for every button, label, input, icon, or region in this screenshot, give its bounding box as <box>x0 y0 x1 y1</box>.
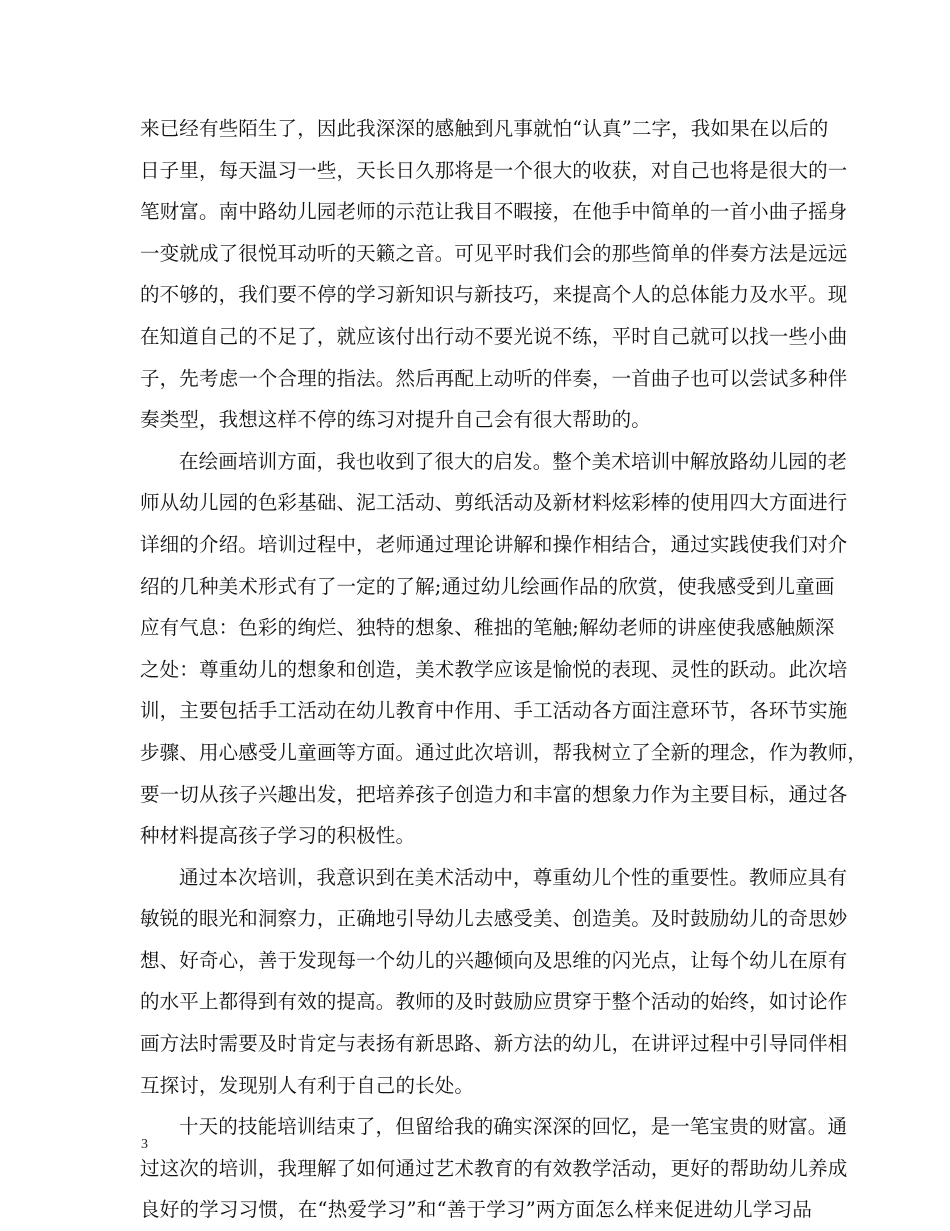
text-line: 要一切从孩子兴趣出发，把培养孩子创造力和丰富的想象力作为主要目标，通过各 <box>140 782 848 806</box>
document-body <box>140 108 868 1231</box>
text-line: 的水平上都得到有效的提高。教师的及时鼓励应贯穿于整个活动的始终，如讨论作 <box>140 990 848 1014</box>
text-line: 良好的学习习惯，在“热爱学习”和“善于学习”两方面怎么样来促进幼儿学习品 <box>140 1198 812 1222</box>
text-line: 想、好奇心，善于发现每一个幼儿的兴趣倾向及思维的闪光点，让每个幼儿在原有 <box>140 948 848 972</box>
text-line: 互探讨，发现别人有利于自己的长处。 <box>140 1073 475 1097</box>
text-line: 的不够的，我们要不停的学习新知识与新技巧，来提高个人的总体能力及水平。现 <box>140 283 848 307</box>
paragraph-4 <box>140 1106 848 1231</box>
text-line: 过这次的培训，我理解了如何通过艺术教育的有效教学活动，更好的帮助幼儿养成 <box>140 1156 848 1180</box>
text-line: 步骤、用心感受儿童画等方面。通过此次培训，帮我树立了全新的理念，作为教师， <box>140 740 868 764</box>
paragraph-3 <box>140 857 848 1107</box>
text-line: 应有气息：色彩的绚烂、独特的想象、稚拙的笔触;解幼老师的讲座使我感触颇深 <box>140 616 835 640</box>
text-line: 敏锐的眼光和洞察力，正确地引导幼儿去感受美、创造美。及时鼓励幼儿的奇思妙 <box>140 907 848 931</box>
text-line: 师从幼儿园的色彩基础、泥工活动、剪纸活动及新材料炫彩棒的使用四大方面进行 <box>140 491 848 515</box>
text-line: 笔财富。南中路幼儿园老师的示范让我目不暇接，在他手中简单的一首小曲子摇身 <box>140 200 848 224</box>
text-line: 之处：尊重幼儿的想象和创造，美术教学应该是愉悦的表现、灵性的跃动。此次培 <box>140 657 848 681</box>
text-line: 来已经有些陌生了，因此我深深的感触到凡事就怕“认真”二字，我如果在以后的 <box>140 117 829 140</box>
text-line: 通过本次培训，我意识到在美术活动中，尊重幼儿个性的重要性。教师应具有 <box>179 865 848 889</box>
text-line: 奏类型，我想这样不停的练习对提升自己会有很大帮助的。 <box>140 408 651 432</box>
text-line: 画方法时需要及时肯定与表扬有新思路、新方法的幼儿，在讲评过程中引导同伴相 <box>140 1032 848 1056</box>
page-number: 3 <box>141 1137 148 1152</box>
text-line: 训，主要包括手工活动在幼儿教育中作用、手工活动各方面注意环节，各环节实施 <box>140 699 848 723</box>
text-line: 子，先考虑一个合理的指法。然后再配上动听的伴奏，一首曲子也可以尝试多种伴 <box>140 366 848 390</box>
text-line: 一变就成了很悦耳动听的天籁之音。可见平时我们会的那些简单的伴奏方法是远远 <box>140 241 848 265</box>
paragraph-2 <box>140 441 868 857</box>
text-line: 在绘画培训方面，我也收到了很大的启发。整个美术培训中解放路幼儿园的老 <box>179 449 848 473</box>
text-line: 种材料提高孩子学习的积极性。 <box>140 824 416 848</box>
text-line: 在知道自己的不足了，就应该付出行动不要光说不练，平时自己就可以找一些小曲 <box>140 324 848 348</box>
paragraph-1 <box>140 108 848 441</box>
text-line: 绍的几种美术形式有了一定的了解;通过幼儿绘画作品的欣赏，使我感受到儿童画 <box>140 574 835 598</box>
text-line: 十天的技能培训结束了，但留给我的确实深深的回忆，是一笔宝贵的财富。通 <box>179 1115 848 1139</box>
text-line: 详细的介绍。培训过程中，老师通过理论讲解和操作相结合，通过实践使我们对介 <box>140 532 848 556</box>
text-line: 日子里，每天温习一些，天长日久那将是一个很大的收获，对自己也将是很大的一 <box>140 158 848 182</box>
